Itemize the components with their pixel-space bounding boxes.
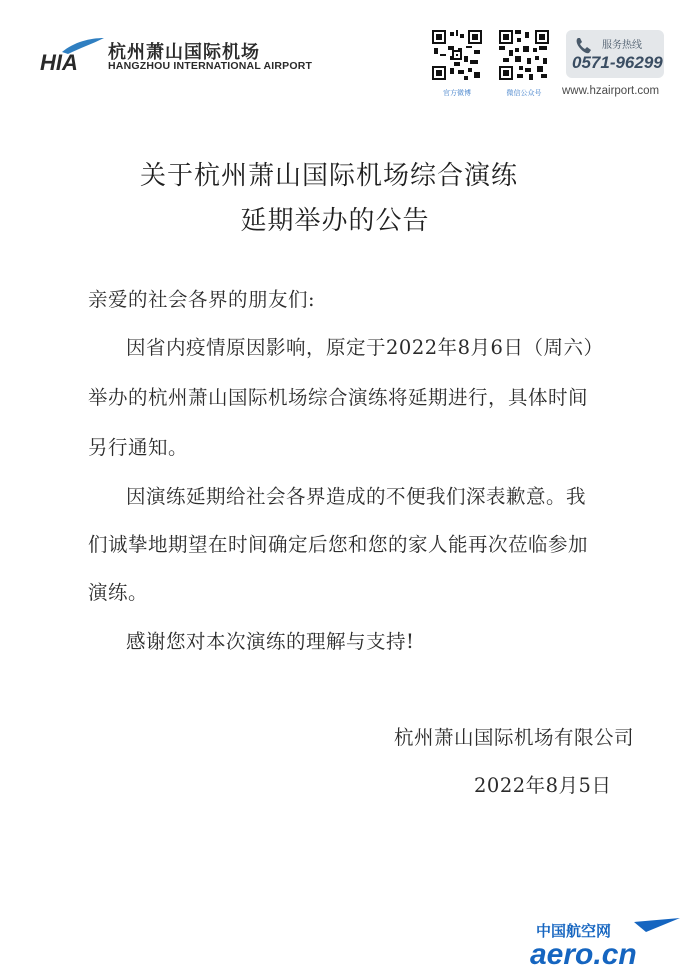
qr-code-official-icon — [432, 30, 482, 80]
qr-code-wechat-icon — [499, 30, 549, 80]
notice-title-line2: 延期举办的公告 — [240, 206, 430, 236]
hotline-number: 0571-96299 — [572, 53, 663, 72]
qr-wechat-caption: 微信公众号 — [506, 89, 542, 97]
airport-logo-icon — [40, 36, 106, 74]
svg-text:HIA: HIA — [40, 50, 78, 74]
paragraph-2-line-1: 因演练延期给社会各界造成的不便我们深表歉意。我 — [126, 485, 587, 508]
watermark-en-text: aero.cn — [530, 938, 637, 971]
qr-official-caption: 官方微博 — [443, 89, 471, 97]
paragraph-2-line-3: 演练。 — [88, 581, 149, 604]
watermark-cn-text: 中国航空网 — [536, 922, 612, 940]
airport-name-en: HANGZHOU INTERNATIONAL AIRPORT — [108, 60, 313, 72]
signature-organization: 杭州萧山国际机场有限公司 — [394, 726, 635, 749]
paragraph-3-line-1: 感谢您对本次演练的理解与支持! — [126, 630, 415, 653]
website-url: www.hzairport.com — [562, 85, 660, 97]
salutation: 亲爱的社会各界的朋友们: — [88, 288, 316, 311]
signature-date: 2022年8月5日 — [474, 774, 612, 797]
paragraph-2-line-2: 们诚挚地期望在时间确定后您和您的家人能再次莅临参加 — [88, 533, 589, 556]
airport-name-cn: 杭州萧山国际机场 — [108, 42, 260, 63]
notice-title-line1: 关于杭州萧山国际机场综合演练 — [139, 161, 518, 191]
paragraph-1-line-3: 另行通知。 — [88, 436, 189, 459]
hotline-label: 服务热线 — [602, 40, 642, 51]
aero-cn-watermark-logo — [530, 916, 690, 976]
paragraph-1-line-1: 因省内疫情原因影响，原定于2022年8月6日（周六） — [126, 336, 604, 359]
watermark-plane-icon — [634, 918, 680, 932]
paragraph-1-line-2: 举办的杭州萧山国际机场综合演练将延期进行，具体时间 — [88, 386, 589, 409]
